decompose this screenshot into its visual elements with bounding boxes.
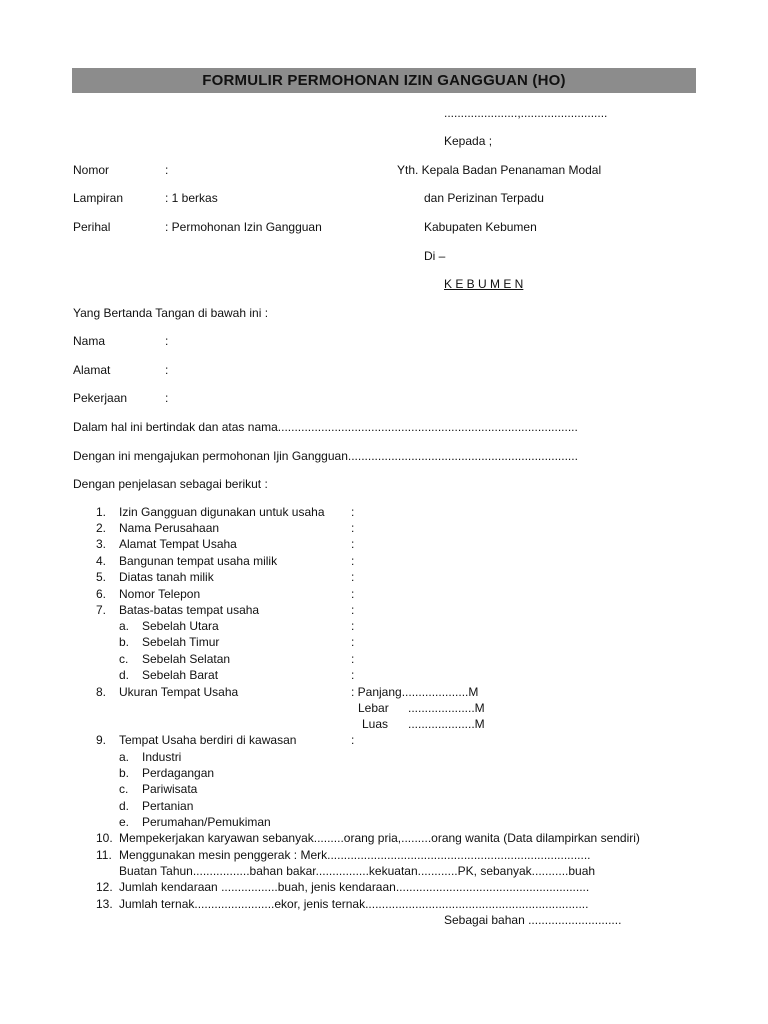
boundary-label: Sebelah Utara — [142, 619, 219, 633]
zone-option[interactable]: Perumahan/Pemukiman — [142, 815, 271, 829]
signer-intro: Yang Bertanda Tangan di bawah ini : — [73, 306, 269, 320]
recipient-kepada: Kepada ; — [444, 134, 493, 148]
zone-letter: e. — [119, 815, 130, 829]
panjang-field[interactable]: : Panjang....................M — [351, 685, 479, 699]
boundary-label: Sebelah Selatan — [142, 652, 231, 666]
item-label: Izin Gangguan digunakan untuk usaha — [119, 505, 325, 519]
employees-line[interactable]: Mempekerjakan karyawan sebanyak.........orang pria,.........orang wanita (Data dilampirkan sendiri) — [119, 831, 640, 845]
zone-option[interactable]: Pertanian — [142, 799, 194, 813]
item-number: 1. — [96, 505, 107, 519]
header-lampiran-value[interactable]: : 1 berkas — [165, 191, 218, 205]
zone-option[interactable]: Industri — [142, 750, 182, 764]
luas-label: Luas — [362, 717, 389, 731]
boundary-letter: a. — [119, 619, 130, 633]
item-field[interactable]: : — [351, 570, 355, 584]
item-number: 3. — [96, 537, 107, 551]
zone-option[interactable]: Pariwisata — [142, 782, 198, 796]
lebar-field[interactable]: ....................M — [408, 701, 485, 715]
recipient-city: K E B U M E N — [444, 277, 524, 291]
signer-nama-field[interactable]: : — [165, 334, 169, 348]
boundary-label: Sebelah Barat — [142, 668, 219, 682]
acting-on-behalf-line[interactable]: Dalam hal ini bertindak dan atas nama.......................................................................................... — [73, 420, 578, 434]
recipient-line2: dan Perizinan Terpadu — [424, 191, 544, 205]
zone-letter: b. — [119, 766, 130, 780]
boundary-field[interactable]: : — [351, 668, 355, 682]
header-nomor-value[interactable]: : — [165, 163, 169, 177]
luas-field[interactable]: ....................M — [408, 717, 485, 731]
vehicles-line[interactable]: Jumlah kendaraan .................buah, jenis kendaraan.......................................................... — [119, 880, 590, 894]
boundary-field[interactable]: : — [351, 652, 355, 666]
boundary-letter: c. — [119, 652, 129, 666]
item-field[interactable]: : — [351, 733, 355, 747]
item-number: 4. — [96, 554, 107, 568]
item-number: 8. — [96, 685, 107, 699]
item-label: Ukuran Tempat Usaha — [119, 685, 239, 699]
livestock-line[interactable]: Jumlah ternak........................ekor, jenis ternak................................................................... — [119, 897, 589, 911]
explanation-intro: Dengan penjelasan sebagai berikut : — [73, 477, 268, 491]
item-label: Nama Perusahaan — [119, 521, 220, 535]
item-label: Nomor Telepon — [119, 587, 201, 601]
signer-nama-label: Nama — [73, 334, 106, 348]
signer-pekerjaan-field[interactable]: : — [165, 391, 169, 405]
zone-letter: c. — [119, 782, 129, 796]
item-label: Bangunan tempat usaha milik — [119, 554, 278, 568]
item-field[interactable]: : — [351, 537, 355, 551]
lebar-label: Lebar — [358, 701, 389, 715]
closing-line[interactable]: Sebagai bahan ............................ — [444, 913, 622, 927]
zone-letter: d. — [119, 799, 130, 813]
signer-pekerjaan-label: Pekerjaan — [73, 391, 128, 405]
item-label: Batas-batas tempat usaha — [119, 603, 260, 617]
item-label: Tempat Usaha berdiri di kawasan — [119, 733, 297, 747]
item-field[interactable]: : — [351, 603, 355, 617]
item-number: 13. — [96, 897, 113, 911]
engine-merk-line[interactable]: Menggunakan mesin penggerak : Merk............................................................................... — [119, 848, 591, 862]
boundary-letter: b. — [119, 635, 130, 649]
item-number: 12. — [96, 880, 113, 894]
zone-letter: a. — [119, 750, 130, 764]
item-field[interactable]: : — [351, 554, 355, 568]
recipient-di: Di – — [424, 249, 446, 263]
header-perihal-value[interactable]: : Permohonan Izin Gangguan — [165, 220, 322, 234]
header-perihal-label: Perihal — [73, 220, 111, 234]
recipient-yth: Yth. Kepala Badan Penanaman Modal — [397, 163, 602, 177]
boundary-field[interactable]: : — [351, 619, 355, 633]
item-number: 11. — [96, 848, 112, 862]
form-title: FORMULIR PERMOHONAN IZIN GANGGUAN (HO) — [72, 68, 696, 93]
item-number: 7. — [96, 603, 107, 617]
item-number: 6. — [96, 587, 107, 601]
item-label: Diatas tanah milik — [119, 570, 214, 584]
item-number: 10. — [96, 831, 113, 845]
item-number: 9. — [96, 733, 107, 747]
item-field[interactable]: : — [351, 587, 355, 601]
item-field[interactable]: : — [351, 505, 355, 519]
item-label: Alamat Tempat Usaha — [119, 537, 237, 551]
boundary-letter: d. — [119, 668, 130, 682]
boundary-label: Sebelah Timur — [142, 635, 220, 649]
zone-option[interactable]: Perdagangan — [142, 766, 215, 780]
item-field[interactable]: : — [351, 521, 355, 535]
item-number: 2. — [96, 521, 107, 535]
item-number: 5. — [96, 570, 107, 584]
boundary-field[interactable]: : — [351, 635, 355, 649]
signer-alamat-field[interactable]: : — [165, 363, 169, 377]
recipient-line3: Kabupaten Kebumen — [424, 220, 537, 234]
date-line[interactable]: ......................,.......................... — [444, 106, 608, 120]
signer-alamat-label: Alamat — [73, 363, 111, 377]
header-lampiran-label: Lampiran — [73, 191, 124, 205]
request-line[interactable]: Dengan ini mengajukan permohonan Ijin Gangguan..................................................................... — [73, 449, 578, 463]
engine-detail-line[interactable]: Buatan Tahun.................bahan bakar................kekuatan............PK, sebanyak...........buah — [119, 864, 596, 878]
header-nomor-label: Nomor — [73, 163, 110, 177]
